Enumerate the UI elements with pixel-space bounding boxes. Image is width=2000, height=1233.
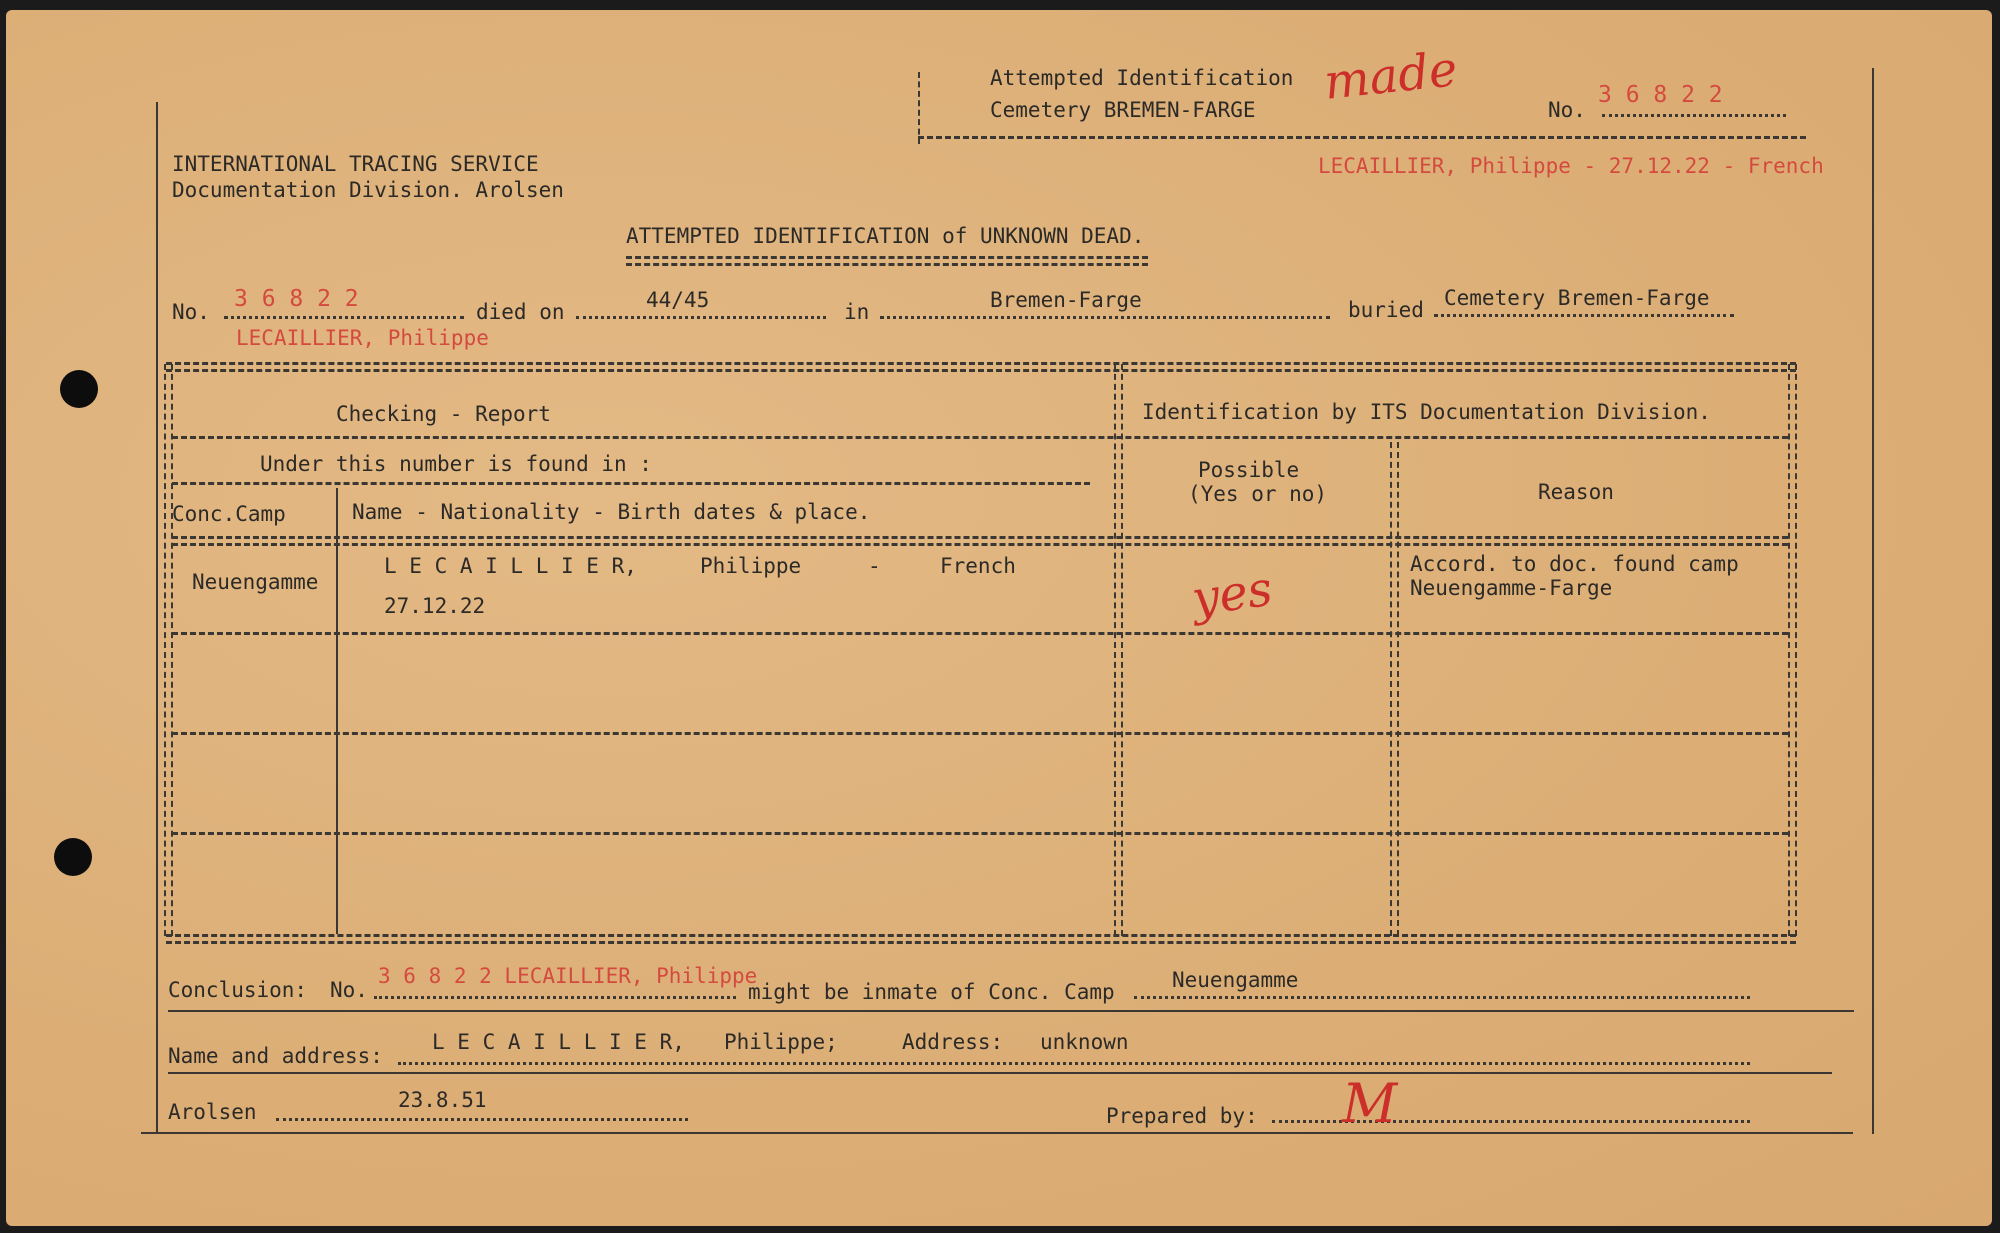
footer-date-value: 23.8.51 xyxy=(398,1088,487,1112)
name-address-separator xyxy=(168,1072,1832,1074)
in-dots xyxy=(880,316,1330,319)
conclusion-camp-value: Neuengamme xyxy=(1172,968,1299,992)
row-reason-line-1: Accord. to doc. found camp xyxy=(1410,552,1739,576)
column-header-possible-1: Possible xyxy=(1198,458,1300,482)
column-header-possible-2: (Yes or no) xyxy=(1188,482,1328,506)
in-value: Bremen-Farge xyxy=(990,288,1142,312)
record-no-dots xyxy=(224,316,464,319)
conclusion-no-dots xyxy=(374,996,736,999)
header-line-2: Cemetery BREMEN-FARGE xyxy=(990,98,1256,122)
row-birth-date: 27.12.22 xyxy=(384,594,486,618)
buried-dots xyxy=(1434,314,1734,317)
row-camp: Neuengamme xyxy=(192,570,319,594)
record-no-label: No. xyxy=(172,300,210,324)
checking-report-header: Checking - Report xyxy=(336,402,551,426)
in-label: in xyxy=(844,300,870,324)
died-on-label: died on xyxy=(476,300,565,324)
address-value: unknown xyxy=(1040,1030,1129,1054)
table-divider-reason xyxy=(1390,442,1399,936)
punch-hole-lower xyxy=(54,838,92,876)
column-header-camp: Conc.Camp xyxy=(172,502,286,526)
row-first-name: Philippe xyxy=(700,554,802,578)
header-box-left-border xyxy=(918,72,925,144)
row-separator-3 xyxy=(172,832,1788,835)
died-on-dots xyxy=(576,316,826,319)
conclusion-might-text: might be inmate of Conc. Camp xyxy=(748,980,1115,1004)
row-separator-1 xyxy=(172,632,1788,635)
table-divider-camp xyxy=(336,488,338,934)
buried-value: Cemetery Bremen-Farge xyxy=(1444,286,1710,310)
footer-date-dots xyxy=(276,1118,688,1121)
column-header-name: Name - Nationality - Birth dates & place. xyxy=(352,500,871,524)
title-underline xyxy=(626,256,1148,266)
org-line-1: INTERNATIONAL TRACING SERVICE xyxy=(172,152,539,176)
footer-place-label: Arolsen xyxy=(168,1100,257,1124)
conclusion-separator xyxy=(168,1010,1854,1012)
frame-bottom-line xyxy=(141,1132,1853,1134)
header-no-value: 3 6 8 2 2 xyxy=(1598,82,1723,108)
frame-right-line xyxy=(1872,68,1874,1134)
conclusion-camp-dots xyxy=(1134,996,1750,999)
table-left-border xyxy=(164,364,173,936)
address-label: Address: xyxy=(902,1030,1004,1054)
table-right-border xyxy=(1788,364,1797,936)
punch-hole-upper xyxy=(60,370,98,408)
record-person-name: LECAILLIER, Philippe xyxy=(236,326,489,350)
table-top-border xyxy=(166,362,1796,372)
prepared-by-signature: M xyxy=(1342,1072,1398,1135)
header-no-dots xyxy=(1602,114,1786,117)
header-no-label: No. xyxy=(1548,98,1586,122)
header-box-bottom-border xyxy=(918,136,1806,139)
org-line-2: Documentation Division. Arolsen xyxy=(172,178,564,202)
table-bottom-border xyxy=(166,934,1796,944)
identification-header: Identification by ITS Documentation Division. xyxy=(1142,400,1711,424)
row-surname: L E C A I L L I E R, xyxy=(384,554,637,578)
died-on-value: 44/45 xyxy=(646,288,710,312)
record-no-value: 3 6 8 2 2 xyxy=(234,286,359,312)
found-in-label: Under this number is found in : xyxy=(260,452,652,476)
conclusion-label: Conclusion: xyxy=(168,978,308,1002)
row-nationality: French xyxy=(940,554,1016,578)
frame-left-line xyxy=(156,102,158,1134)
form-title: ATTEMPTED IDENTIFICATION of UNKNOWN DEAD. xyxy=(626,224,1145,248)
name-address-label: Name and address: xyxy=(168,1044,383,1068)
index-card xyxy=(6,10,1992,1226)
prepared-by-label: Prepared by: xyxy=(1106,1104,1258,1128)
row-separator-2 xyxy=(172,732,1788,735)
table-divider-main xyxy=(1114,364,1123,936)
conclusion-no-value: 3 6 8 2 2 LECAILLIER, Philippe xyxy=(378,964,758,988)
column-header-underline xyxy=(172,536,1788,546)
handwritten-made: made xyxy=(1321,41,1460,111)
top-right-person-name: LECAILLIER, Philippe - 27.12.22 - French xyxy=(1318,154,1824,178)
name-address-surname: L E C A I L L I E R, xyxy=(432,1030,685,1054)
table-header-separator xyxy=(172,436,1788,439)
row-reason-line-2: Neuengamme-Farge xyxy=(1410,576,1613,600)
conclusion-no-label: No. xyxy=(330,978,368,1002)
column-header-reason: Reason xyxy=(1538,480,1614,504)
name-address-dots xyxy=(398,1062,1750,1065)
buried-label: buried xyxy=(1348,298,1424,322)
header-line-1: Attempted Identification xyxy=(990,66,1294,90)
row-dash: - xyxy=(868,554,881,578)
found-in-underline xyxy=(172,482,1090,485)
row-possible-handwritten: yes xyxy=(1188,560,1276,628)
name-address-first-name: Philippe; xyxy=(724,1030,838,1054)
